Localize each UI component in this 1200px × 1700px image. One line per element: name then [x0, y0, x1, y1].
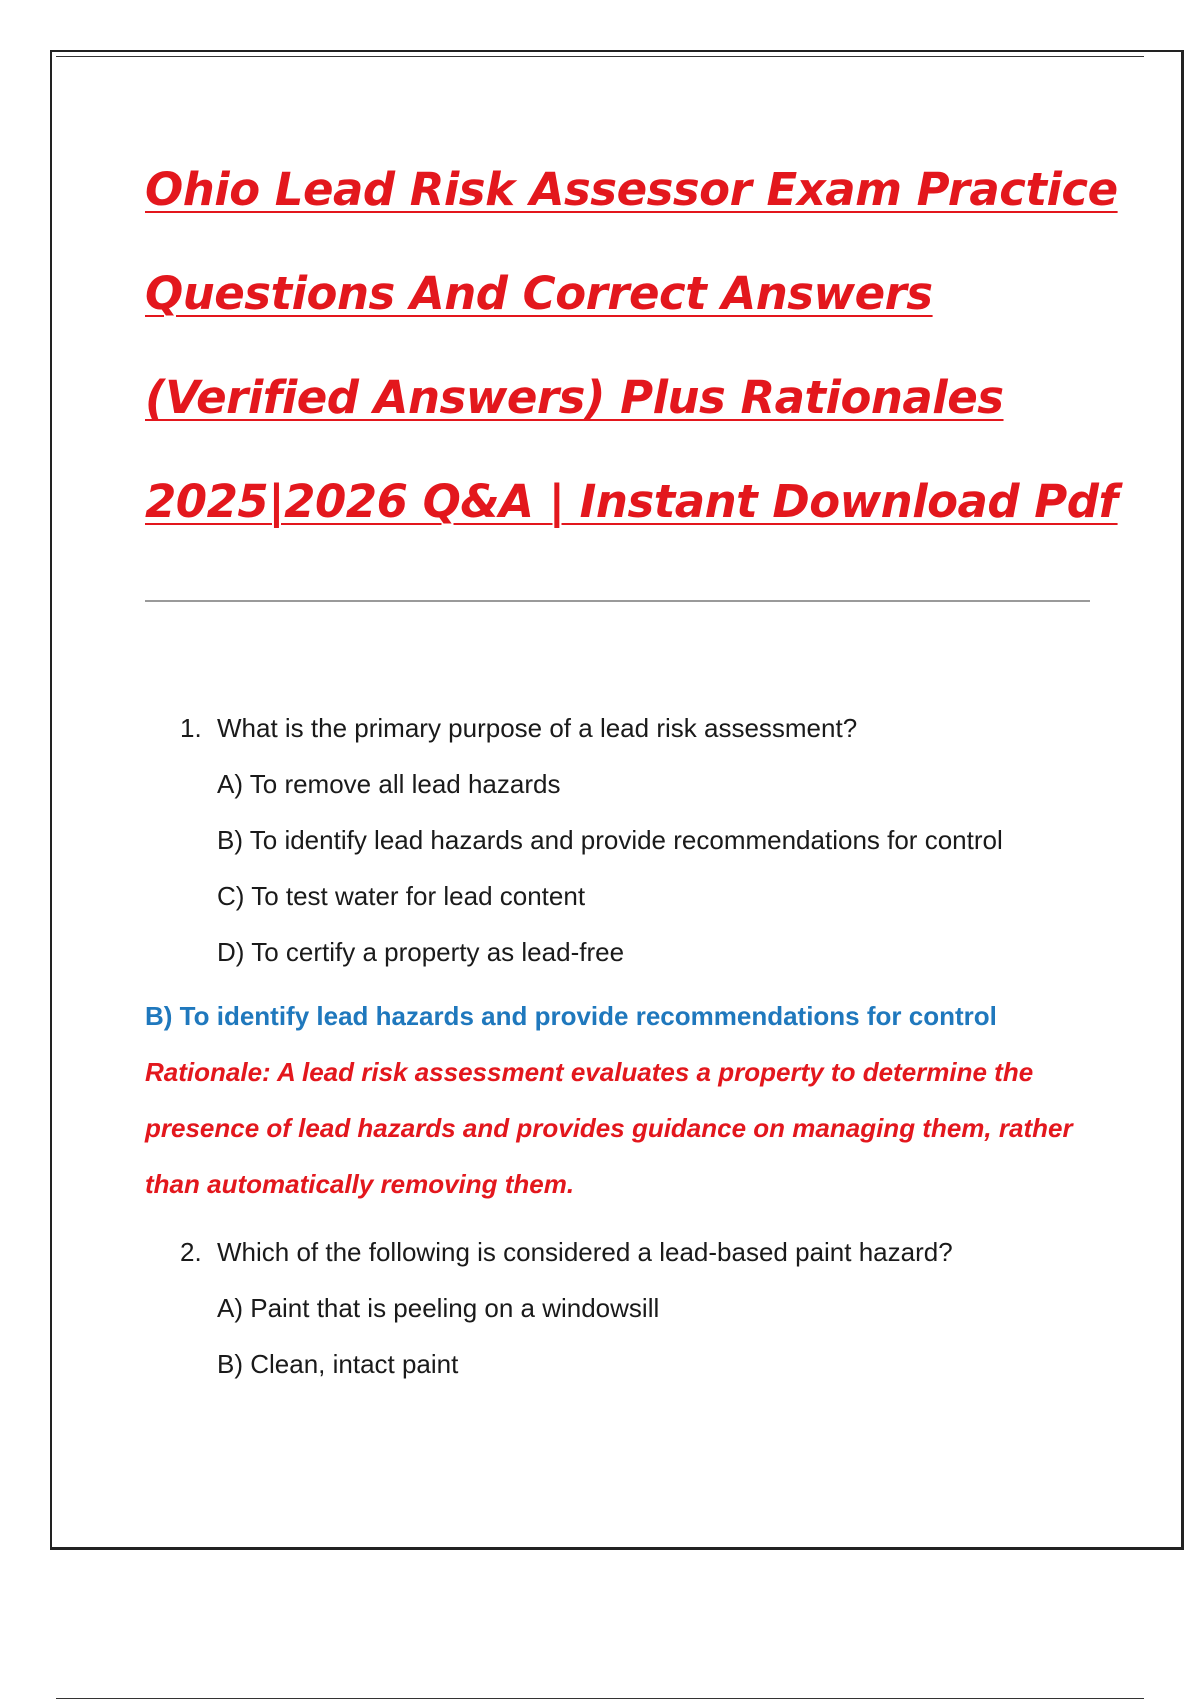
bottom-rule [56, 1698, 1144, 1699]
top-rule [56, 56, 1144, 57]
title-line-3: (Verified Answers) Plus Rationales [145, 371, 1004, 424]
correct-answer: B) To identify lead hazards and provide recommendations for control [145, 1001, 997, 1031]
question-number: 1. [180, 713, 202, 743]
option-b: B) To identify lead hazards and provide recommendations for control [217, 825, 1003, 855]
option-a: A) Paint that is peeling on a windowsill [217, 1293, 660, 1323]
option-d: D) To certify a property as lead-free [217, 937, 625, 967]
title-line-1: Ohio Lead Risk Assessor Exam Practice [145, 163, 1118, 216]
rationale-line: Rationale: A lead risk assessment evaluates a property to determine the [145, 1057, 1034, 1087]
question-1 [145, 700, 1105, 756]
question-2 [145, 1224, 1105, 1280]
option-b: B) Clean, intact paint [217, 1349, 459, 1379]
option-c: C) To test water for lead content [217, 881, 586, 911]
question-text: What is the primary purpose of a lead risk assessment? [217, 713, 858, 743]
title-line-2: Questions And Correct Answers [145, 267, 933, 320]
title-line-4: 2025|2026 Q&A | Instant Download Pdf [145, 475, 1118, 528]
document-title [145, 138, 1118, 554]
questions-list [145, 700, 1105, 1392]
question-text: Which of the following is considered a lead-based paint hazard? [217, 1237, 953, 1267]
rationale-line: presence of lead hazards and provides guidance on managing them, rather [145, 1113, 1073, 1143]
rationale-line: than automatically removing them. [145, 1169, 575, 1199]
question-number: 2. [180, 1237, 202, 1267]
rationale [145, 1044, 1105, 1212]
option-a: A) To remove all lead hazards [217, 769, 561, 799]
section-divider [145, 600, 1090, 602]
